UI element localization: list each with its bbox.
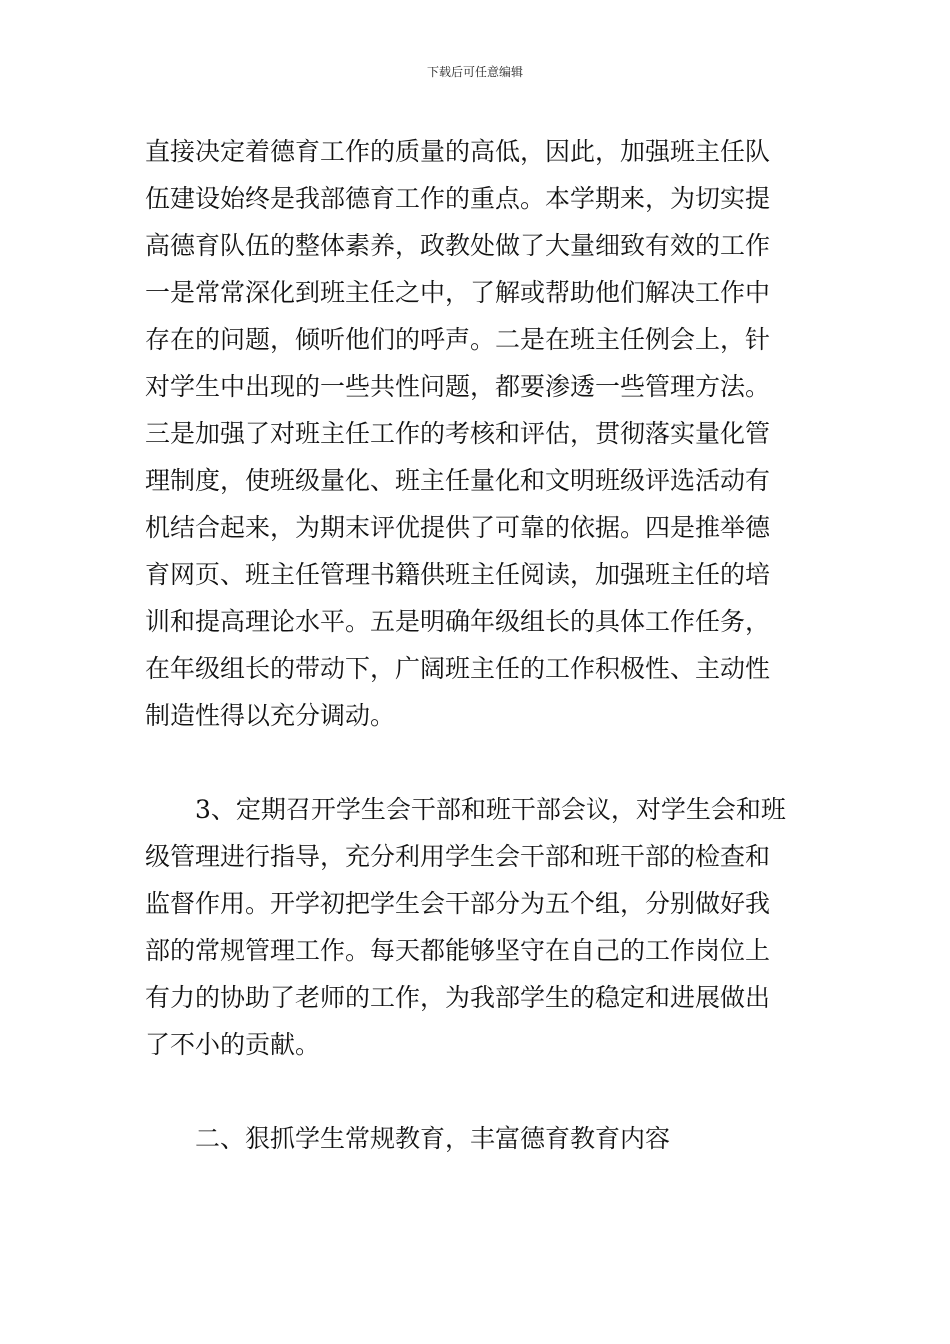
text-line: 监督作用。开学初把学生会干部分为五个组，分别做好我 — [145, 889, 771, 918]
text-line: 存在的问题，倾听他们的呼声。二是在班主任例会上，针 — [145, 325, 771, 354]
text-line: 了不小的贡献。 — [145, 1030, 321, 1059]
text-line: 部的常规管理工作。每天都能够坚守在自己的工作岗位上 — [145, 936, 771, 965]
paragraph-class-teacher-team — [145, 128, 810, 739]
paragraph-spacer — [145, 1068, 810, 1115]
text-line: 对学生中出现的一些共性问题，都要渗透一些管理方法。 — [145, 372, 771, 401]
paragraph-student-union — [145, 786, 810, 1068]
text-line: 理制度，使班级量化、班主任量化和文明班级评选活动有 — [145, 466, 771, 495]
text-line-first-indented: 3、定期召开学生会干部和班干部会议，对学生会和班 — [195, 795, 786, 824]
page-header: 下载后可任意编辑 — [426, 65, 523, 79]
document-body — [145, 128, 810, 1162]
text-line: 级管理进行指导，充分利用学生会干部和班干部的检查和 — [145, 842, 771, 871]
section-heading — [145, 1115, 810, 1162]
section-heading-text: 二、狠抓学生常规教育，丰富德育教育内容 — [195, 1124, 671, 1153]
text-line: 一是常常深化到班主任之中，了解或帮助他们解决工作中 — [145, 278, 771, 307]
paragraph-spacer — [145, 739, 810, 786]
text-line: 机结合起来，为期末评优提供了可靠的依据。四是推举德 — [145, 513, 771, 542]
text-line: 制造性得以充分调动。 — [145, 701, 396, 730]
text-line: 在年级组长的带动下，广阔班主任的工作积极性、主动性 — [145, 654, 771, 683]
text-line: 育网页、班主任管理书籍供班主任阅读，加强班主任的培 — [145, 560, 771, 589]
text-line: 有力的协助了老师的工作，为我部学生的稳定和进展做出 — [145, 983, 771, 1012]
text-line: 训和提高理论水平。五是明确年级组长的具体工作任务， — [145, 607, 771, 636]
text-line: 直接决定着德育工作的质量的高低，因此，加强班主任队 — [145, 137, 771, 166]
text-line: 高德育队伍的整体素养，政教处做了大量细致有效的工作 — [145, 231, 771, 260]
text-line: 伍建设始终是我部德育工作的重点。本学期来，为切实提 — [145, 184, 771, 213]
text-line: 三是加强了对班主任工作的考核和评估，贯彻落实量化管 — [145, 419, 771, 448]
